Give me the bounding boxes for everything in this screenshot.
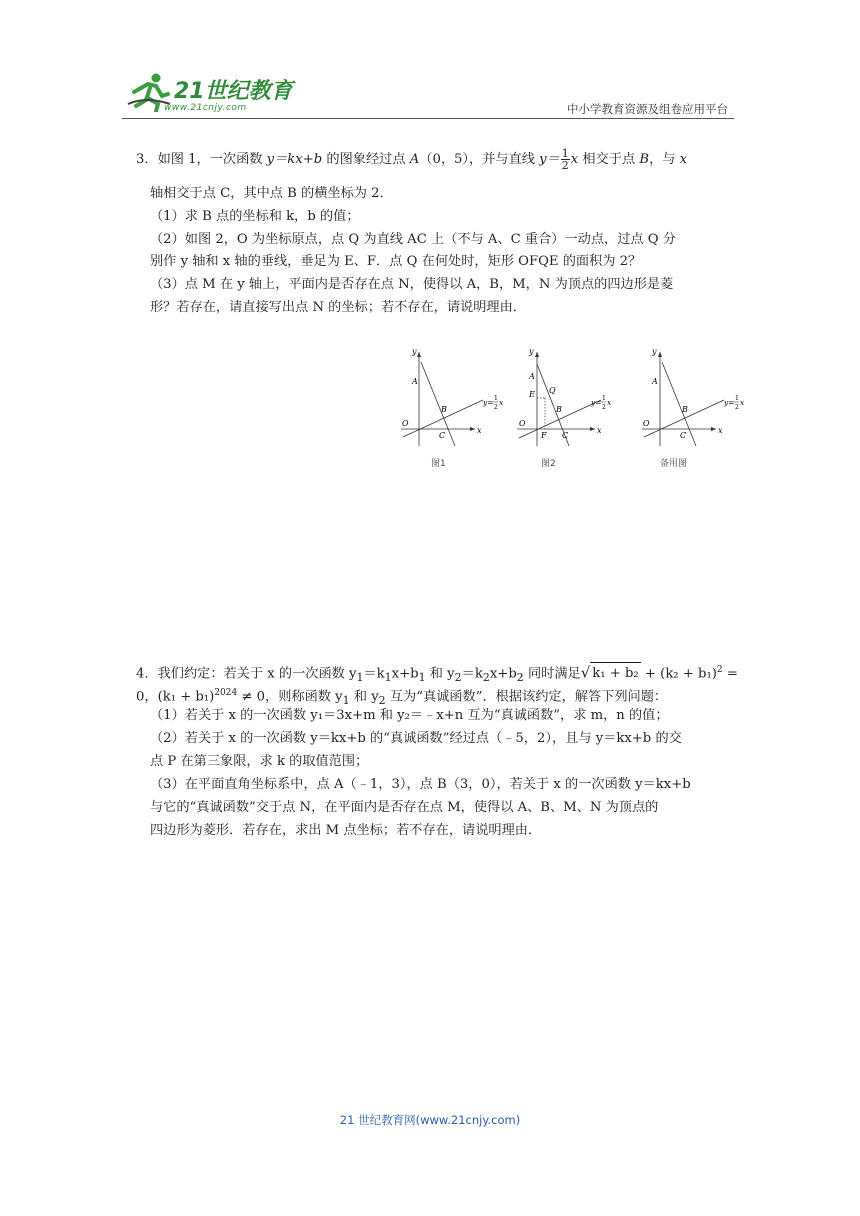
q4-line1: 4．我们约定：若关于 x 的一次函数 $y_1=k_1x+b_1$ 和 $y_2=k_2x+b_2$ 同时满足√ $k_1 + b_2 + (k_2 + b_1)^2$ = xyxy=(136,663,738,685)
footer-link[interactable]: 21 世纪教育网(www.21cnjy.com) xyxy=(339,1113,521,1127)
svg-text:A: A xyxy=(652,377,658,386)
svg-text:y=: y= xyxy=(483,398,494,407)
q3-figures xyxy=(395,342,755,472)
q4-part3-line1: （3）在平面直角坐标系中，点 A（﹣1，3），点 B（3，0），若关于 x 的一次函数 y＝kx+b xyxy=(150,777,691,792)
q4-part2-line1: （2）若关于 x 的一次函数 y＝kx+b 的“真诚函数”经过点（﹣5，2），且与 y＝kx+b 的交 xyxy=(150,731,682,746)
figure-spare xyxy=(638,342,753,469)
svg-text:x: x xyxy=(597,426,602,435)
q4-part3-line2: 与它的“真诚函数”交于点 N，在平面内是否存在点 M，使得以 A、B、M、N 为顶点的 xyxy=(150,800,659,815)
figure-1-graph xyxy=(395,342,510,454)
q3-part2-line1: （2）如图 2，O 为坐标原点，点 Q 为直线 AC 上（不与 A、C 重合）一动点，过点 Q 分 xyxy=(150,232,676,247)
svg-text:x: x xyxy=(499,398,504,407)
svg-text:x: x xyxy=(607,398,612,407)
platform-name: 中小学教育资源及组卷应用平台 xyxy=(567,102,728,116)
svg-text:2: 2 xyxy=(494,404,498,411)
svg-text:x: x xyxy=(740,398,745,407)
logo-url: www.21cnjy.com xyxy=(164,103,247,113)
q3-line1: 3．如图 1，一次函数 y＝kx+b 的图象经过点 A（0，5），并与直线 y＝ $\frac{1}{2}$ x 相交于点 B，与 x xyxy=(136,147,688,172)
figure-spare-graph xyxy=(638,342,753,454)
svg-text:x: x xyxy=(477,426,482,435)
svg-text:y=: y= xyxy=(591,398,602,407)
svg-text:A: A xyxy=(412,377,418,386)
svg-text:B: B xyxy=(556,405,562,414)
figure-1 xyxy=(395,342,510,469)
svg-text:1: 1 xyxy=(602,395,606,402)
svg-text:B: B xyxy=(441,405,447,414)
svg-text:2: 2 xyxy=(602,404,606,411)
svg-text:B: B xyxy=(682,405,688,414)
svg-text:C: C xyxy=(562,431,569,440)
q4-part2-line2: 点 P 在第三象限，求 k 的取值范围； xyxy=(150,754,369,769)
logo-text: 21世纪教育 xyxy=(174,79,293,104)
svg-text:O: O xyxy=(643,419,650,428)
figure-2-graph xyxy=(513,342,628,454)
figure-2 xyxy=(513,342,628,469)
page-header xyxy=(122,60,734,120)
svg-text:A: A xyxy=(529,372,535,381)
q3-part1: （1）求 B 点的坐标和 k，b 的值； xyxy=(150,209,360,224)
svg-text:O: O xyxy=(402,419,409,428)
svg-text:y: y xyxy=(412,347,417,356)
svg-text:C: C xyxy=(680,431,687,440)
svg-text:2: 2 xyxy=(735,404,739,411)
svg-text:Q: Q xyxy=(549,386,556,395)
q4-part3-line3: 四边形为菱形．若存在，求出 M 点坐标；若不存在，请说明理由． xyxy=(150,823,542,838)
q4-line2: 0，$(k_1 + b_1)^{2024} \ne 0$，则称函数 $y_1$ 和 $y_2$ 互为“真诚函数”．根据该约定，解答下列问题： xyxy=(136,688,668,708)
q3-part3-line1: （3）点 M 在 y 轴上，平面内是否存在点 N，使得以 A，B，M，N 为顶点的四边形是菱 xyxy=(150,277,674,292)
svg-text:C: C xyxy=(439,431,446,440)
svg-text:F: F xyxy=(541,431,547,440)
site-logo[interactable] xyxy=(122,68,302,116)
q3-part2-line2: 别作 y 轴和 x 轴的垂线，垂足为 E、F．点 Q 在何处时，矩形 OFQE 的面积为 2？ xyxy=(150,254,642,269)
fraction-half: $\frac{1}{2}$ xyxy=(561,147,569,172)
svg-text:O: O xyxy=(519,419,526,428)
svg-text:x: x xyxy=(718,426,723,435)
figure-spare-caption: 备用图 xyxy=(660,459,688,469)
q3-line2: 轴相交于点 C，其中点 B 的横坐标为 2． xyxy=(150,186,393,201)
svg-text:y: y xyxy=(529,347,534,356)
svg-text:1: 1 xyxy=(494,395,498,402)
q3-part3-line2: 形？若存在，请直接写出点 N 的坐标；若不存在，请说明理由． xyxy=(150,300,526,315)
figure-1-caption: 图1 xyxy=(431,459,446,469)
svg-text:E: E xyxy=(529,390,535,399)
svg-text:1: 1 xyxy=(735,395,739,402)
svg-text:y: y xyxy=(652,347,657,356)
svg-text:y=: y= xyxy=(724,398,735,407)
q4-part1: （1）若关于 x 的一次函数 y₁＝3x+m 和 y₂＝﹣x+n 互为“真诚函数”，求 m，n 的值； xyxy=(150,708,669,723)
header-divider xyxy=(122,118,734,119)
figure-2-caption: 图2 xyxy=(541,459,556,469)
